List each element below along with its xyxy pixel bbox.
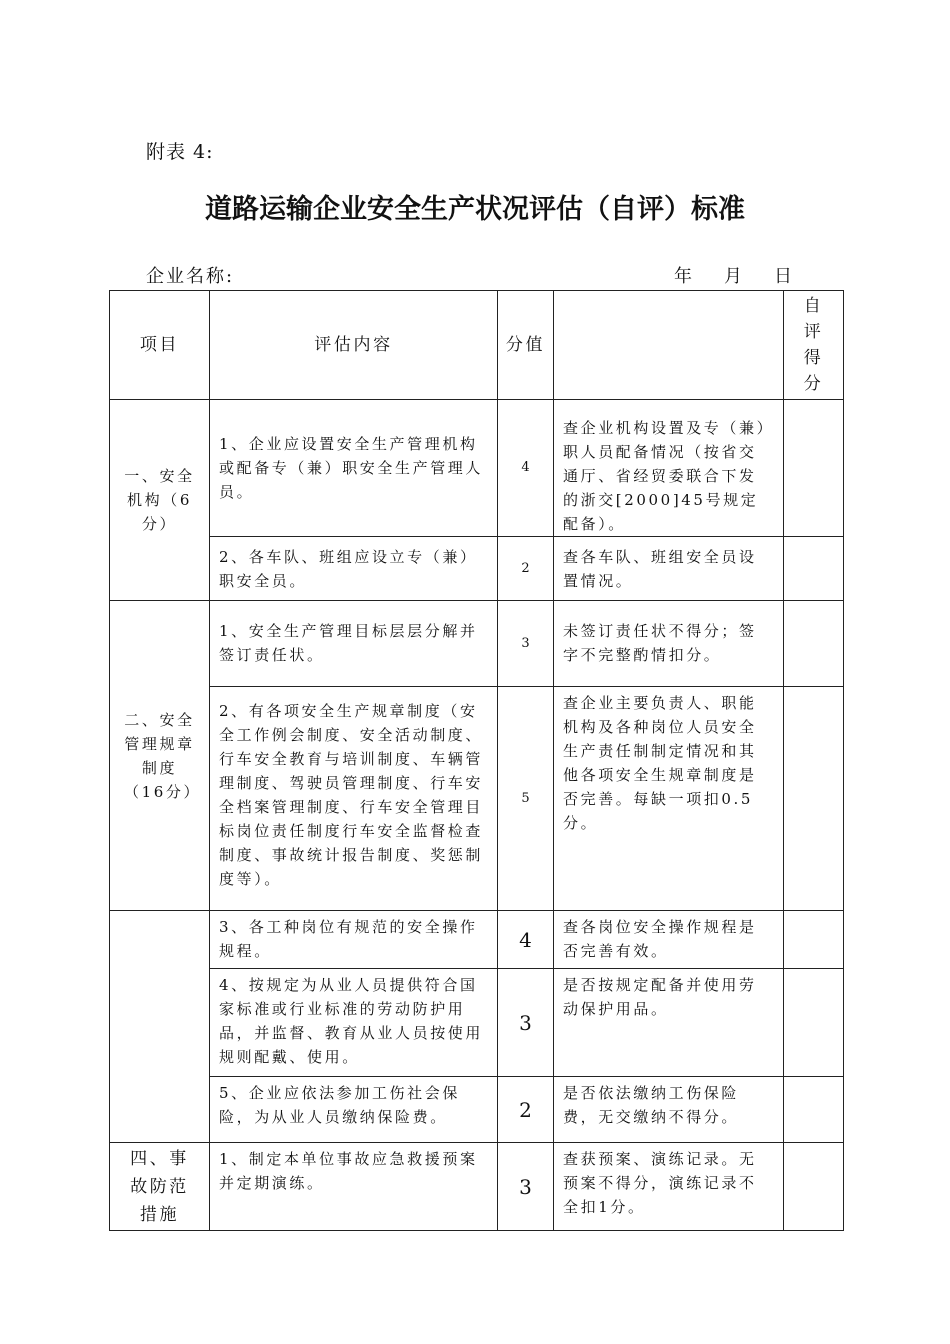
score-cell: 4 — [498, 911, 554, 969]
method-cell: 查获预案、演练记录。无预案不得分，演练记录不全扣1分。 — [554, 1143, 784, 1231]
method-cell: 未签订责任状不得分；签字不完整酌情扣分。 — [554, 601, 784, 687]
header-method — [554, 291, 784, 400]
header-row — [110, 291, 844, 400]
table-row — [110, 687, 844, 911]
date-day: 日 — [774, 266, 792, 287]
company-name-label: 企业名称: — [146, 266, 235, 287]
score-cell: 3 — [498, 969, 554, 1077]
score-cell: 2 — [498, 1077, 554, 1143]
date-year: 年 — [674, 266, 692, 287]
self-eval-cell[interactable] — [784, 911, 844, 969]
document-title: 道路运输企业安全生产状况评估（自评）标准 — [205, 194, 745, 225]
date-line — [674, 262, 792, 288]
score-cell: 4 — [498, 400, 554, 537]
score-cell: 5 — [498, 687, 554, 911]
item-cell: 四、事故防范措施 — [110, 1143, 210, 1231]
table-row — [110, 1143, 844, 1231]
item-cell — [110, 911, 210, 1143]
self-eval-cell[interactable] — [784, 537, 844, 601]
score-cell: 3 — [498, 1143, 554, 1231]
evaluation-table — [109, 290, 844, 1231]
table-row — [110, 1077, 844, 1143]
content-cell: 2、各车队、班组应设立专（兼）职安全员。 — [210, 537, 498, 601]
header-content: 评估内容 — [210, 291, 498, 400]
content-cell: 2、有各项安全生产规章制度（安全工作例会制度、安全活动制度、行车安全教育与培训制度、车辆管理制度、驾驶员管理制度、行车安全档案管理制度、行车安全管理目标岗位责任制度行车安全监督检查制度、事故统计报告制度、奖惩制度等）。 — [210, 687, 498, 911]
method-cell: 是否按规定配备并使用劳动保护用品。 — [554, 969, 784, 1077]
table-row — [110, 400, 844, 537]
content-cell: 4、按规定为从业人员提供符合国家标准或行业标准的劳动防护用品，并监督、教育从业人员按使用规则配戴、使用。 — [210, 969, 498, 1077]
table-row — [110, 911, 844, 969]
self-eval-cell[interactable] — [784, 969, 844, 1077]
header-item: 项目 — [110, 291, 210, 400]
method-cell: 查企业主要负责人、职能机构及各种岗位人员安全生产责任制制定情况和其他各项安全生规章制度是否完善。每缺一项扣0.5分。 — [554, 687, 784, 911]
self-eval-cell[interactable] — [784, 1077, 844, 1143]
self-eval-cell[interactable] — [784, 601, 844, 687]
method-cell: 是否依法缴纳工伤保险费，无交缴纳不得分。 — [554, 1077, 784, 1143]
table-row — [110, 537, 844, 601]
score-cell: 3 — [498, 601, 554, 687]
score-cell: 2 — [498, 537, 554, 601]
table-row — [110, 601, 844, 687]
header-score: 分值 — [498, 291, 554, 400]
header-self-eval: 自评得分 — [784, 291, 844, 400]
item-cell: 二、安全管理规章制度（16分） — [110, 601, 210, 911]
table-row — [110, 969, 844, 1077]
content-cell: 1、制定本单位事故应急救援预案并定期演练。 — [210, 1143, 498, 1231]
method-cell: 查企业机构设置及专（兼）职人员配备情况（按省交通厅、省经贸委联合下发的浙交[2000]45号规定配备）。 — [554, 400, 784, 537]
content-cell: 1、安全生产管理目标层层分解并签订责任状。 — [210, 601, 498, 687]
self-eval-cell[interactable] — [784, 1143, 844, 1231]
annex-label: 附表 4: — [146, 141, 214, 163]
content-cell: 5、企业应依法参加工伤社会保险，为从业人员缴纳保险费。 — [210, 1077, 498, 1143]
method-cell: 查各车队、班组安全员设置情况。 — [554, 537, 784, 601]
content-cell: 1、企业应设置安全生产管理机构或配备专（兼）职安全生产管理人员。 — [210, 400, 498, 537]
self-eval-cell[interactable] — [784, 687, 844, 911]
date-month: 月 — [724, 266, 742, 287]
content-cell: 3、各工种岗位有规范的安全操作规程。 — [210, 911, 498, 969]
self-eval-cell[interactable] — [784, 400, 844, 537]
method-cell: 查各岗位安全操作规程是否完善有效。 — [554, 911, 784, 969]
item-cell: 一、安全机构（6分） — [110, 400, 210, 601]
